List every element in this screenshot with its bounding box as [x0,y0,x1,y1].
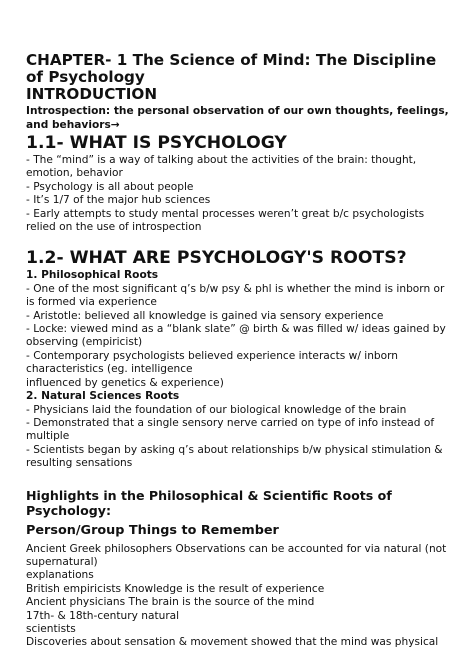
highlights-line: explanations [26,569,94,582]
highlights-line: Ancient Greek philosophers Observations can be accounted for via natural (not supernatural) [26,542,447,568]
section-1-1-line: - It’s 1/7 of the major hub sciences [26,194,211,207]
natural-sciences-roots-heading: 2. Natural Sciences Roots [26,390,180,403]
section-1-1-heading: 1.1- WHAT IS PSYCHOLOGY [26,133,287,153]
philosophical-roots-line: - Contemporary psychologists believed experience interacts w/ inborn characteristics (eg. intelligence [26,349,399,376]
philosophical-roots-line: influenced by genetics & experience) [26,376,224,389]
section-1-1-line: - Psychology is all about people [26,180,194,193]
philosophical-roots-line: - Locke: viewed mind as a “blank slate” @ birth & was filled w/ ideas gained by observing (empiricist) [26,323,446,349]
natural-sciences-line: - Scientists began by asking q’s about relationships b/w physical stimulation & resulting sensations [26,443,443,470]
section-1-1-line: - Early attempts to study mental processes weren’t great b/c psychologists relied on the use of introspection [26,207,425,234]
highlights-line: Ancient physicians The brain is the source of the mind [26,596,315,609]
highlights-line: Discoveries about sensation & movement showed that the mind was physical [26,636,439,649]
chapter-title: CHAPTER- 1 The Science of Mind: The Discipline of Psychology [26,51,437,86]
section-1-1-line: - The “mind” is a way of talking about the activities of the brain: thought, emotion, behavior [26,154,417,180]
highlights-line: 17th- & 18th-century natural [26,609,180,622]
highlights-heading: Highlights in the Philosophical & Scientific Roots of Psychology: [26,487,392,518]
philosophical-roots-heading: 1. Philosophical Roots [26,269,159,282]
intro-heading: INTRODUCTION [26,85,158,103]
section-1-2-heading: 1.2- WHAT ARE PSYCHOLOGY'S ROOTS? [26,248,407,269]
highlights-line: British empiricists Knowledge is the result of experience [26,582,325,595]
natural-sciences-line: - Physicians laid the foundation of our biological knowledge of the brain [26,403,407,416]
intro-definition: Introspection: the personal observation of our own thoughts, feelings, and behaviors→ [26,105,449,131]
highlights-table-heading: Person/Group Things to Remember [26,522,279,538]
natural-sciences-line: - Demonstrated that a single sensory nerve carried on type of info instead of multiple [26,416,435,443]
highlights-line: scientists [26,622,76,635]
philosophical-roots-line: - Aristotle: believed all knowledge is gained via sensory experience [26,309,384,322]
philosophical-roots-line: - One of the most significant q’s b/w psy & phl is whether the mind is inborn or is formed via experience [26,282,445,309]
